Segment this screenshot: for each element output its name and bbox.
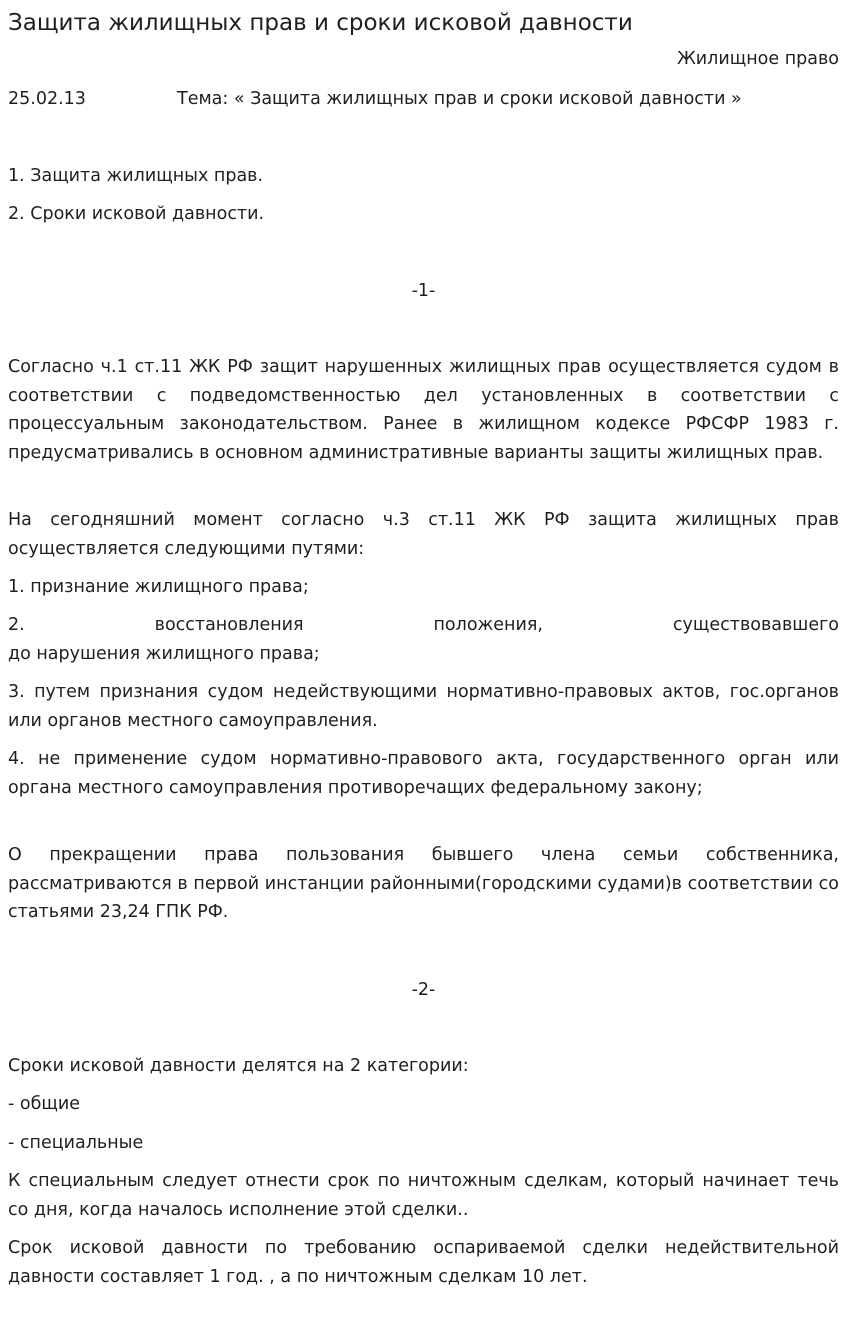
outline-item: 2. Сроки исковой давности. (8, 204, 265, 224)
paragraph: Согласно ч.1 ст.11 ЖК РФ защит нарушенных жилищных прав осуществляется судом в соответствии с подведомственностью дел установленных в соответствии с процессуальным законодательством. Ранее в жилищном кодексе РФСФР 1983 г. предусматривались в основном административные варианты защиты жилищных прав. (8, 357, 839, 464)
paragraph: О прекращении права пользования бывшего члена семьи собственника, рассматриваются в первой инстанции районными(городскими судами)в соответствии со статьями 23,24 ГПК РФ. (8, 845, 839, 923)
section-marker: -1- (411, 281, 436, 301)
paragraph: К специальным следует отнести срок по ничтожным сделкам, который начинает течь со дня, когда началось исполнение этой сделки.. (8, 1171, 839, 1220)
lecture-date: 25.02.13 (8, 89, 86, 109)
list-item: 2. восстановления положения, существовавшего (8, 615, 839, 635)
lecture-theme: Тема: « Защита жилищных прав и сроки исковой давности » (177, 89, 742, 109)
paragraph: Срок исковой давности по требованию оспариваемой сделки недействительной давности составляет 1 год. , а по ничтожным сделкам 10 лет. (8, 1238, 839, 1287)
list-item: 4. не применение судом нормативно-правового акта, государственного орган или органа местного самоуправления противоречащих федеральному закону; (8, 749, 839, 798)
paragraph: На сегодняшний момент согласно ч.3 ст.11 ЖК РФ защита жилищных прав осуществляется следующими путями: (8, 510, 839, 559)
list-item: 3. путем признания судом недействующими нормативно-правовых актов, гос.органов или органов местного самоуправления. (8, 682, 839, 731)
page-title: Защита жилищных прав и сроки исковой давности (8, 10, 633, 36)
paragraph: Сроки исковой давности делятся на 2 категории: (8, 1056, 469, 1076)
list-item: 1. признание жилищного права; (8, 577, 309, 597)
outline-item: 1. Защита жилищных прав. (8, 166, 264, 186)
list-item: - общие (8, 1094, 80, 1114)
section-marker: -2- (411, 980, 436, 1000)
list-item-continuation: до нарушения жилищного права; (8, 644, 320, 664)
subject-label: Жилищное право (676, 49, 839, 69)
list-item: - специальные (8, 1133, 144, 1153)
